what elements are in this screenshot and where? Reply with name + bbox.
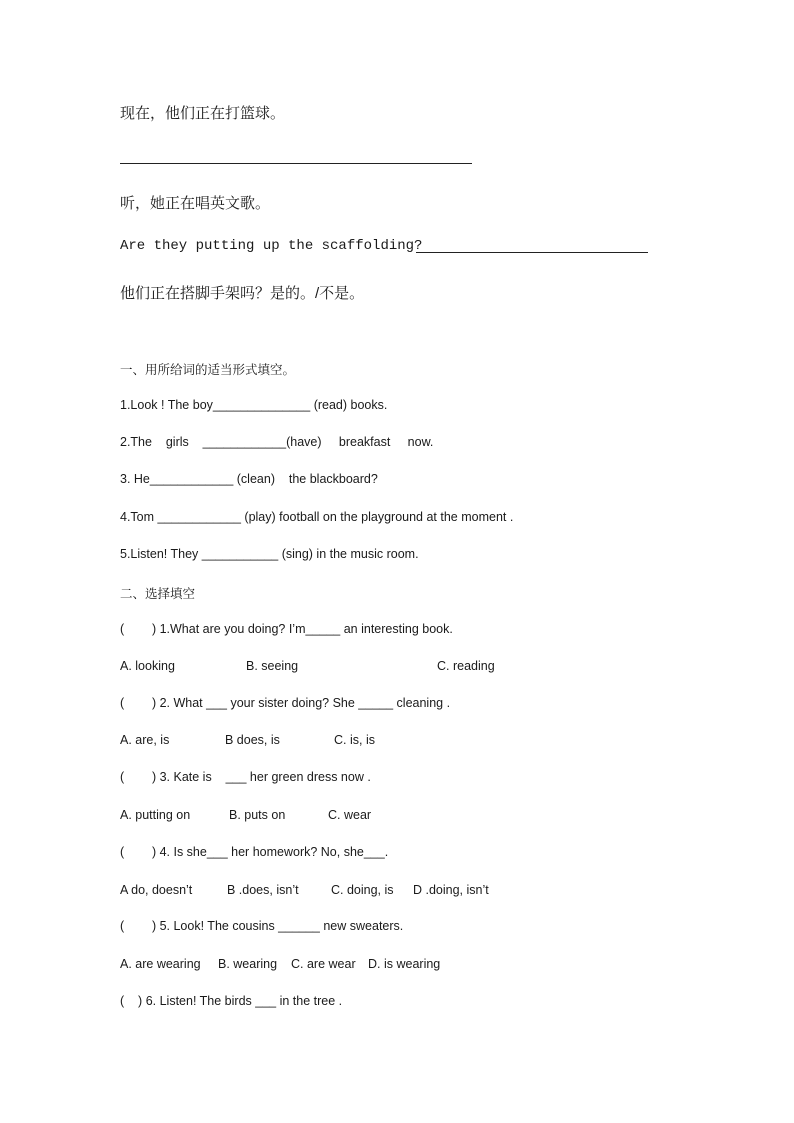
- fill-item-2: 2.The girls ____________(have) breakfast now.: [120, 435, 434, 449]
- choice-option: C. doing, is: [331, 883, 394, 897]
- choice-question-5: ( ) 5. Look! The cousins ______ new sweaters.: [120, 919, 404, 933]
- section2-title: 二、选择填空: [120, 587, 196, 601]
- choice-option: A. looking: [120, 659, 175, 673]
- fill-item-1: 1.Look ! The boy______________ (read) books.: [120, 398, 388, 412]
- choice-option: D. is wearing: [368, 957, 441, 971]
- sentence-basketball: 现在，他们正在打篮球。: [120, 105, 286, 122]
- choice-option: A do, doesn’t: [120, 883, 193, 897]
- choice-option: A. are, is: [120, 733, 170, 747]
- choice-question-3: ( ) 3. Kate is ___ her green dress now .: [120, 770, 371, 784]
- choice-option: B .does, isn’t: [227, 883, 299, 897]
- choice-question-1: ( ) 1.What are you doing? I’m_____ an interesting book.: [120, 622, 453, 636]
- answer-line: [120, 163, 472, 164]
- question-scaffolding: Are they putting up the scaffolding?: [120, 238, 431, 254]
- choice-question-2: ( ) 2. What ___ your sister doing? She _____ cleaning .: [120, 696, 451, 710]
- fill-item-3: 3. He____________ (clean) the blackboard?: [120, 472, 378, 486]
- section1-title: 一、用所给词的适当形式填空。: [120, 363, 296, 377]
- choice-question-6: ( ) 6. Listen! The birds ___ in the tree .: [120, 994, 343, 1008]
- choice-option: C. is, is: [334, 733, 375, 747]
- choice-option: C. reading: [437, 659, 495, 673]
- sentence-english-song: 听，她正在唱英文歌。: [120, 195, 271, 212]
- choice-option: B. seeing: [246, 659, 299, 673]
- choice-option: C. wear: [328, 808, 372, 822]
- choice-option: B. wearing: [218, 957, 278, 971]
- choice-option: C. are wear: [291, 957, 356, 971]
- sentence-scaffolding-cn: 他们正在搭脚手架吗？是的。/不是。: [120, 285, 365, 302]
- fill-item-5: 5.Listen! They ___________ (sing) in the music room.: [120, 547, 419, 561]
- choice-option: A. putting on: [120, 808, 191, 822]
- choice-question-4: ( ) 4. Is she___ her homework? No, she___.: [120, 845, 389, 859]
- choice-option: B. puts on: [229, 808, 286, 822]
- choice-option: A. are wearing: [120, 957, 201, 971]
- fill-item-4: 4.Tom ____________ (play) football on the playground at the moment .: [120, 510, 514, 524]
- choice-option: D .doing, isn’t: [413, 883, 489, 897]
- answer-line: [416, 252, 648, 253]
- choice-option: B does, is: [225, 733, 280, 747]
